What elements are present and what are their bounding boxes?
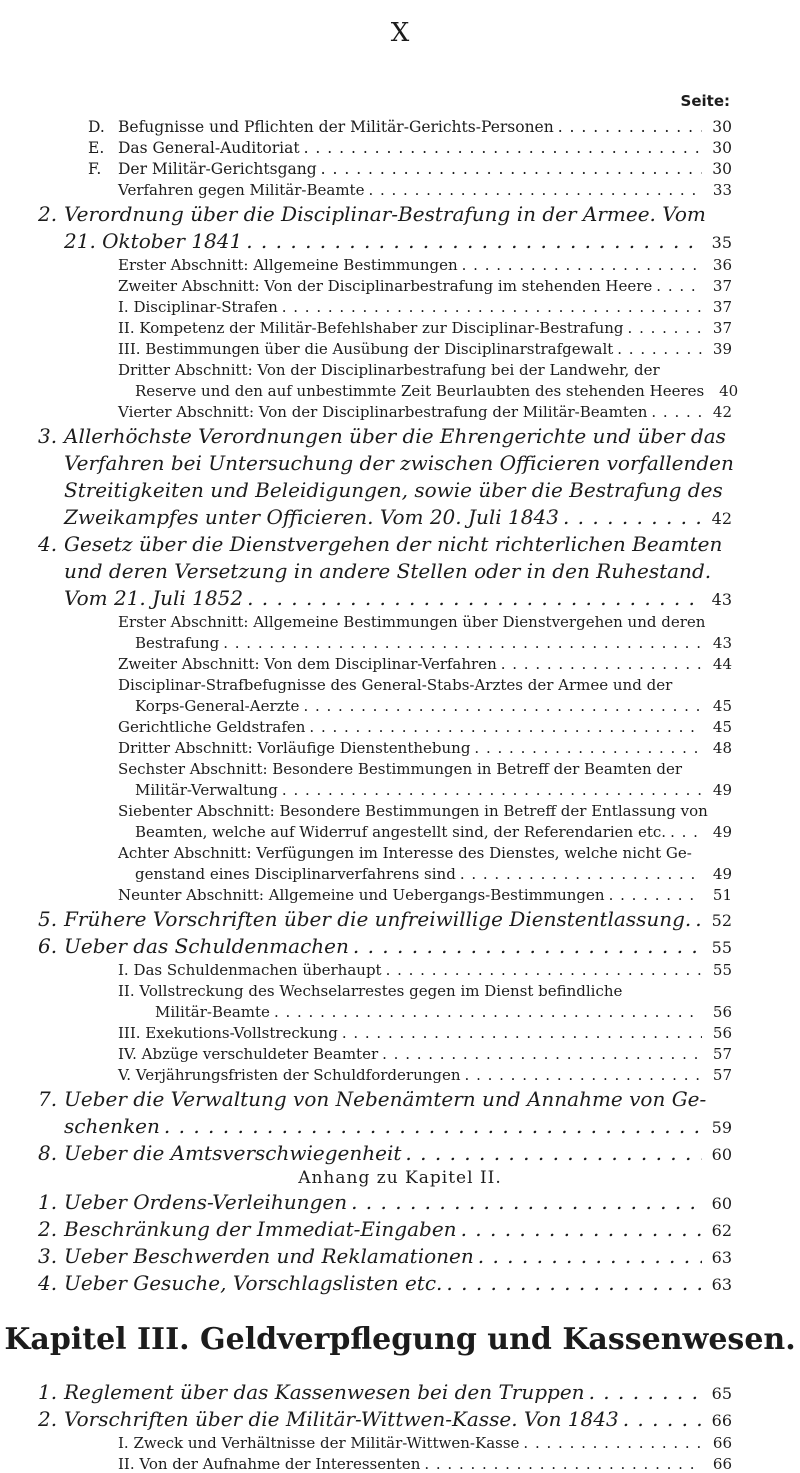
dot-leader (651, 403, 702, 421)
dot-leader (368, 181, 702, 199)
dot-leader (353, 934, 702, 958)
page-ref: 62 (711, 1221, 732, 1240)
entry-title: Allerhöchste Verordnungen über die Ehrengerichte und über das (64, 424, 726, 448)
entry-number: D. (88, 118, 105, 136)
entry-title: Verfahren gegen Militär-Beamte (118, 181, 365, 199)
entry-title: Verfahren bei Untersuchung der zwischen Officieren vorfallenden (64, 451, 734, 475)
entry-title: Streitigkeiten und Beleidigungen, sowie über die Bestrafung des (64, 478, 723, 502)
entry-title: Reserve und den auf unbestimmte Zeit Beurlaubten des stehenden Heeres (135, 382, 705, 400)
page-ref: 37 (712, 298, 732, 316)
chapter-heading: Kapitel III. Geldverpflegung und Kassenwesen. (4, 1322, 796, 1357)
dot-leader (617, 340, 702, 358)
page-ref: 30 (712, 160, 732, 178)
page-number: X (390, 18, 410, 48)
page-ref: 40 (719, 382, 739, 400)
page-ref: 48 (712, 739, 732, 757)
entry-number: 8. (38, 1141, 58, 1165)
dot-leader (446, 1271, 702, 1295)
entry-title: Reglement über das Kassenwesen bei den Truppen (64, 1380, 585, 1404)
dot-leader (303, 697, 702, 715)
entry-title: Gerichtliche Geldstrafen (118, 718, 306, 736)
page-ref: 57 (712, 1066, 732, 1084)
page-ref: 42 (711, 509, 732, 528)
page-ref: 63 (711, 1248, 732, 1267)
dot-leader (563, 505, 702, 529)
entry-title: Ueber Ordens-Verleihungen (64, 1190, 348, 1214)
dot-leader (628, 319, 702, 337)
dot-leader (656, 277, 702, 295)
dot-leader (247, 586, 702, 610)
dot-leader (386, 961, 702, 979)
page-ref: 66 (712, 1455, 732, 1473)
dot-leader (304, 139, 702, 157)
page-ref: 30 (712, 118, 732, 136)
entry-number: 1. (38, 1380, 58, 1404)
entry-title: II. Vollstreckung des Wechselarrestes gegen im Dienst befindliche (118, 982, 623, 1000)
page-ref: 36 (712, 256, 732, 274)
entry-title: II. Von der Aufnahme der Interessenten (118, 1455, 421, 1473)
page-ref: 49 (712, 865, 732, 883)
dot-leader (589, 1380, 702, 1404)
page-ref: 37 (712, 277, 732, 295)
entry-title: Ueber Beschwerden und Reklamationen (64, 1244, 474, 1268)
entry-number: E. (88, 139, 105, 157)
dot-leader (462, 256, 702, 274)
page-ref: 51 (712, 886, 732, 904)
entry-number: 4. (38, 532, 58, 556)
page-ref: 30 (712, 139, 732, 157)
entry-title: III. Exekutions-Vollstreckung (118, 1024, 338, 1042)
page-ref: 56 (712, 1003, 732, 1021)
entry-title: Bestrafung (135, 634, 220, 652)
entry-title: 21. Oktober 1841 (64, 229, 243, 253)
page-ref: 60 (711, 1194, 732, 1213)
entry-title: Siebenter Abschnitt: Besondere Bestimmungen in Betreff der Entlassung von (118, 802, 708, 820)
page-ref: 44 (712, 655, 732, 673)
entry-number: 6. (38, 934, 58, 958)
page-ref: 45 (712, 718, 732, 736)
entry-title: Erster Abschnitt: Allgemeine Bestimmungen über Dienstvergehen und deren (118, 613, 706, 631)
page-ref: 43 (711, 590, 732, 609)
entry-title: Beamten, welche auf Widerruf angestellt sind, der Referendarien etc. (135, 823, 667, 841)
page-ref: 33 (712, 181, 732, 199)
page-ref: 35 (711, 233, 732, 252)
entry-title: Frühere Vorschriften über die unfreiwillige Dienstentlassung. (64, 907, 692, 931)
entry-title: Dritter Abschnitt: Von der Disciplinarbestrafung bei der Landwehr, der (118, 361, 660, 379)
page-ref: 66 (712, 1434, 732, 1452)
entry-number: 1. (38, 1190, 58, 1214)
page-ref: 59 (711, 1118, 732, 1137)
entry-title: Ueber das Schuldenmachen (64, 934, 349, 958)
page-ref: 66 (711, 1411, 732, 1430)
page-ref: 42 (712, 403, 732, 421)
entry-title: Zweiter Abschnitt: Von der Disciplinarbestrafung im stehenden Heere (118, 277, 653, 295)
page-ref: 49 (712, 781, 732, 799)
dot-leader (223, 634, 702, 652)
entry-title: Disciplinar-Strafbefugnisse des General-Stabs-Arztes der Armee und der (118, 676, 673, 694)
entry-title: Achter Abschnitt: Verfügungen im Interesse des Dienstes, welche nicht Ge- (118, 844, 692, 862)
entry-title: genstand eines Disciplinarverfahrens sind (135, 865, 456, 883)
dot-leader (465, 1066, 702, 1084)
entry-title: schenken (64, 1114, 160, 1138)
entry-title: Befugnisse und Pflichten der Militär-Gerichts-Personen (118, 118, 554, 136)
entry-title: IV. Abzüge verschuldeter Beamter (118, 1045, 379, 1063)
entry-title: Verordnung über die Disciplinar-Bestrafung in der Armee. Vom (64, 202, 706, 226)
entry-title: Beschränkung der Immediat-Eingaben (64, 1217, 457, 1241)
dot-leader (246, 229, 702, 253)
entry-title: Korps-General-Aerzte (135, 697, 300, 715)
entry-title: V. Verjährungsfristen der Schuldforderungen (118, 1066, 461, 1084)
entry-number: 2. (38, 202, 58, 226)
entry-title: Ueber die Verwaltung von Nebenämtern und Annahme von Ge- (64, 1087, 707, 1111)
page-ref: 45 (712, 697, 732, 715)
dot-leader (274, 1003, 702, 1021)
dot-leader (164, 1114, 702, 1138)
entry-title: Zweikampfes unter Officieren. Vom 20. Juli 1843 (64, 505, 559, 529)
entry-number: 5. (38, 907, 58, 931)
entry-title: Vorschriften über die Militär-Wittwen-Kasse. Von 1843 (64, 1407, 619, 1431)
entry-number: 3. (38, 424, 58, 448)
entry-title: I. Disciplinar-Strafen (118, 298, 278, 316)
entry-title: II. Kompetenz der Militär-Befehlshaber zur Disciplinar-Bestrafung (118, 319, 624, 337)
entry-number: F. (88, 160, 102, 178)
page-ref: 39 (712, 340, 732, 358)
page-ref: 55 (712, 961, 732, 979)
page-ref: 52 (711, 911, 732, 930)
page-ref: 56 (712, 1024, 732, 1042)
entry-number: 2. (38, 1217, 58, 1241)
seite-header: Seite: (680, 92, 730, 110)
dot-leader (424, 1455, 702, 1473)
dot-leader (309, 718, 702, 736)
dot-leader (670, 823, 702, 841)
entry-title: Vierter Abschnitt: Von der Disciplinarbestrafung der Militär-Beamten (118, 403, 648, 421)
dot-leader (695, 907, 702, 931)
page-ref: 63 (711, 1275, 732, 1294)
entry-title: Das General-Auditoriat (118, 139, 300, 157)
dot-leader (501, 655, 702, 673)
entry-title: Gesetz über die Dienstvergehen der nicht richterlichen Beamten (64, 532, 723, 556)
entry-title: Neunter Abschnitt: Allgemeine und Uebergangs-Bestimmungen (118, 886, 605, 904)
dot-leader (609, 886, 702, 904)
page-ref: 65 (711, 1384, 732, 1403)
entry-number: 7. (38, 1087, 58, 1111)
entry-title: Erster Abschnitt: Allgemeine Bestimmungen (118, 256, 458, 274)
page-ref: 37 (712, 319, 732, 337)
page-ref: 60 (711, 1145, 732, 1164)
entry-title: und deren Versetzung in andere Stellen oder in den Ruhestand. (64, 559, 712, 583)
page-ref: 55 (711, 938, 732, 957)
page-ref: 57 (712, 1045, 732, 1063)
dot-leader (282, 781, 702, 799)
appendix-heading: Anhang zu Kapitel II. (298, 1168, 502, 1188)
dot-leader (478, 1244, 702, 1268)
entry-title: Dritter Abschnitt: Vorläufige Dienstenthebung (118, 739, 471, 757)
entry-title: Ueber die Amtsverschwiegenheit (64, 1141, 402, 1165)
entry-title: Zweiter Abschnitt: Von dem Disciplinar-Verfahren (118, 655, 497, 673)
entry-number: 4. (38, 1271, 58, 1295)
entry-title: Militär-Verwaltung (135, 781, 278, 799)
entry-title: Ueber Gesuche, Vorschlagslisten etc. (64, 1271, 443, 1295)
entry-title: Militär-Beamte (155, 1003, 270, 1021)
entry-title: I. Zweck und Verhältnisse der Militär-Wittwen-Kasse (118, 1434, 520, 1452)
dot-leader (623, 1407, 702, 1431)
page-ref: 43 (712, 634, 732, 652)
dot-leader (282, 298, 702, 316)
dot-leader (523, 1434, 702, 1452)
dot-leader (382, 1045, 702, 1063)
dot-leader (474, 739, 702, 757)
entry-number: 2. (38, 1407, 58, 1431)
entry-title: Sechster Abschnitt: Besondere Bestimmungen in Betreff der Beamten der (118, 760, 683, 778)
dot-leader (461, 1217, 702, 1241)
entry-title: III. Bestimmungen über die Ausübung der Disciplinarstrafgewalt (118, 340, 614, 358)
dot-leader (321, 160, 702, 178)
entry-title: I. Das Schuldenmachen überhaupt (118, 961, 382, 979)
page-ref: 49 (712, 823, 732, 841)
entry-number: 3. (38, 1244, 58, 1268)
dot-leader (460, 865, 702, 883)
dot-leader (558, 118, 702, 136)
entry-title: Der Militär-Gerichtsgang (118, 160, 317, 178)
dot-leader (342, 1024, 702, 1042)
entry-title: Vom 21. Juli 1852 (64, 586, 244, 610)
dot-leader (405, 1141, 702, 1165)
dot-leader (351, 1190, 702, 1214)
